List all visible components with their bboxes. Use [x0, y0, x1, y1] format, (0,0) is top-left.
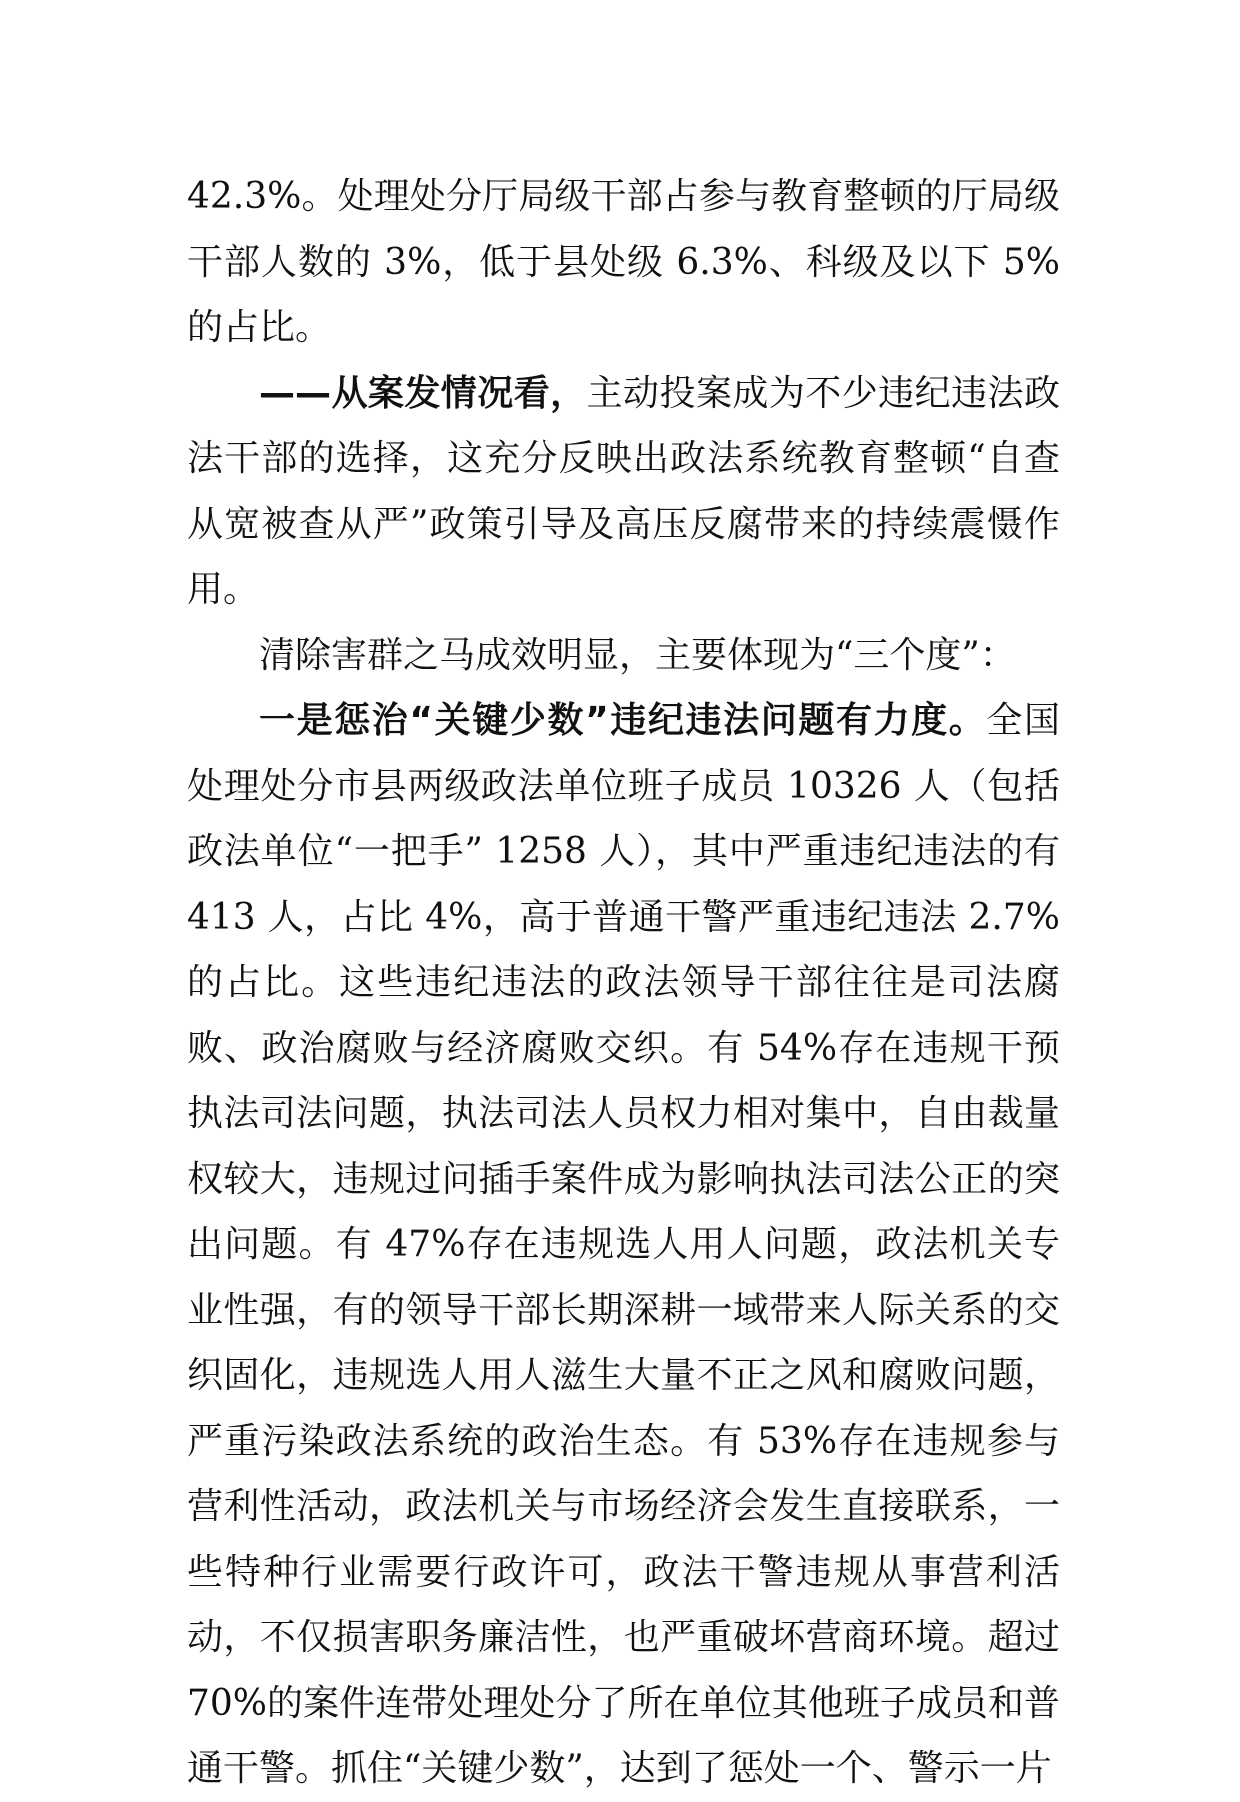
- paragraph-1: [187, 164, 1060, 361]
- paragraph-2-heading: ——从案发情况看，: [259, 372, 587, 414]
- paragraph-2-text: 主动投案成为不少违纪违法政法干部的选择，这充分反映出政法系统教育整顿“自查从宽被查从严”政策引导及高压反腐带来的持续震慑作用。: [187, 372, 1060, 610]
- paragraph-4-heading: 一是惩治“关键少数”违纪违法问题有力度。: [259, 700, 987, 741]
- paragraph-4-text: 全国处理处分市县两级政法单位班子成员 10326 人（包括政法单位“一把手” 1258 人），其中严重违纪违法的有 413 人，占比 4%，高于普通干警严重违纪违法 2.7%的占比。这些违纪违法的政法领导干部往往是司法腐败、政治腐败与经济腐败交织。有 54%存在违规干预执法司法问题，执法司法人员权力相对集中，自由裁量权较大，违规过问插手案件成为影响执法司法公正的突出问题。有 47%存在违规选人用人问题，政法机关专业性强，有的领导干部长期深耕一域带来人际关系的交织固化，违规选人用人滋生大量不正之风和腐败问题，严重污染政法系统的政治生态。有 53%存在违规参与营利性活动，政法机关与市场经济会发生直接联系，一些特种行业需要行政许可，政法干警违规从事营利活动，不仅损害职务廉洁性，也严重破坏营商环境。超过 70%的案件连带处理处分了所在单位其他班子成员和普通干警。抓住“关键少数”，达到了惩处一个、警示一片: [187, 700, 1060, 1789]
- paragraph-3-text: 清除害群之马成效明显，主要体现为“三个度”：: [259, 634, 1016, 676]
- body-text: [187, 164, 1060, 1802]
- paragraph-2: [187, 361, 1060, 623]
- paragraph-3: [187, 623, 1060, 689]
- paragraph-1-text: 42.3%。处理处分厅局级干部占参与教育整顿的厅局级干部人数的 3%，低于县处级 6.3%、科级及以下 5%的占比。: [187, 176, 1060, 348]
- paragraph-4: [187, 688, 1060, 1802]
